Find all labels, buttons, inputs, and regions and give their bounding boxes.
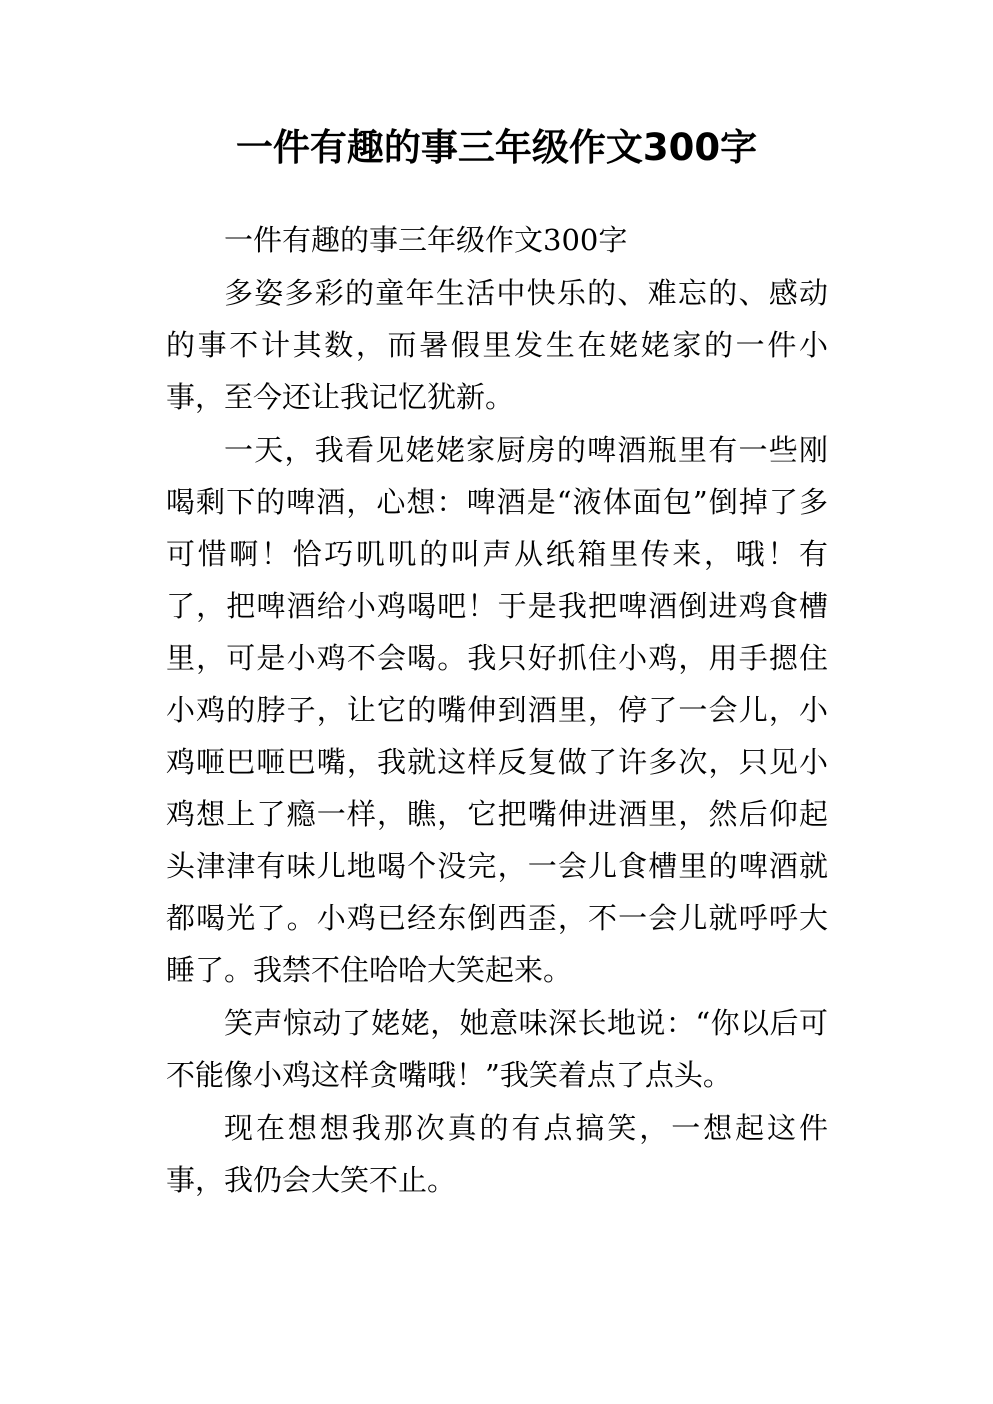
paragraph-story: 一天，我看见姥姥家厨房的啤酒瓶里有一些刚喝剩下的啤酒，心想：啤酒是“液体面包”倒掉了多可惜啊！恰巧叽叽的叫声从纸箱里传来，哦！有了，把啤酒给小鸡喝吧！于是我把啤酒倒进鸡食槽里，可是小鸡不会喝。我只好抓住小鸡，用手摁住小鸡的脖子，让它的嘴伸到酒里，停了一会儿，小鸡咂巴咂巴嘴，我就这样反复做了许多次，只见小鸡想上了瘾一样，瞧，它把嘴伸进酒里，然后仰起头津津有味儿地喝个没完，一会儿食槽里的啤酒就都喝光了。小鸡已经东倒西歪，不一会儿就呼呼大睡了。我禁不住哈哈大笑起来。: [166, 433, 828, 987]
document-body: [166, 214, 828, 1206]
paragraph-conclusion: 现在想想我那次真的有点搞笑，一想起这件事，我仍会大笑不止。: [166, 1111, 828, 1197]
paragraph-intro: 多姿多彩的童年生活中快乐的、难忘的、感动的事不计其数，而暑假里发生在姥姥家的一件小事，至今还让我记忆犹新。: [166, 276, 828, 414]
paragraph-grandma: 笑声惊动了姥姥，她意味深长地说：“你以后可不能像小鸡这样贪嘴哦！”我笑着点了点头。: [166, 1006, 828, 1092]
document-title: 一件有趣的事三年级作文300字: [235, 126, 758, 169]
paragraph-subtitle: 一件有趣的事三年级作文300字: [224, 223, 628, 257]
